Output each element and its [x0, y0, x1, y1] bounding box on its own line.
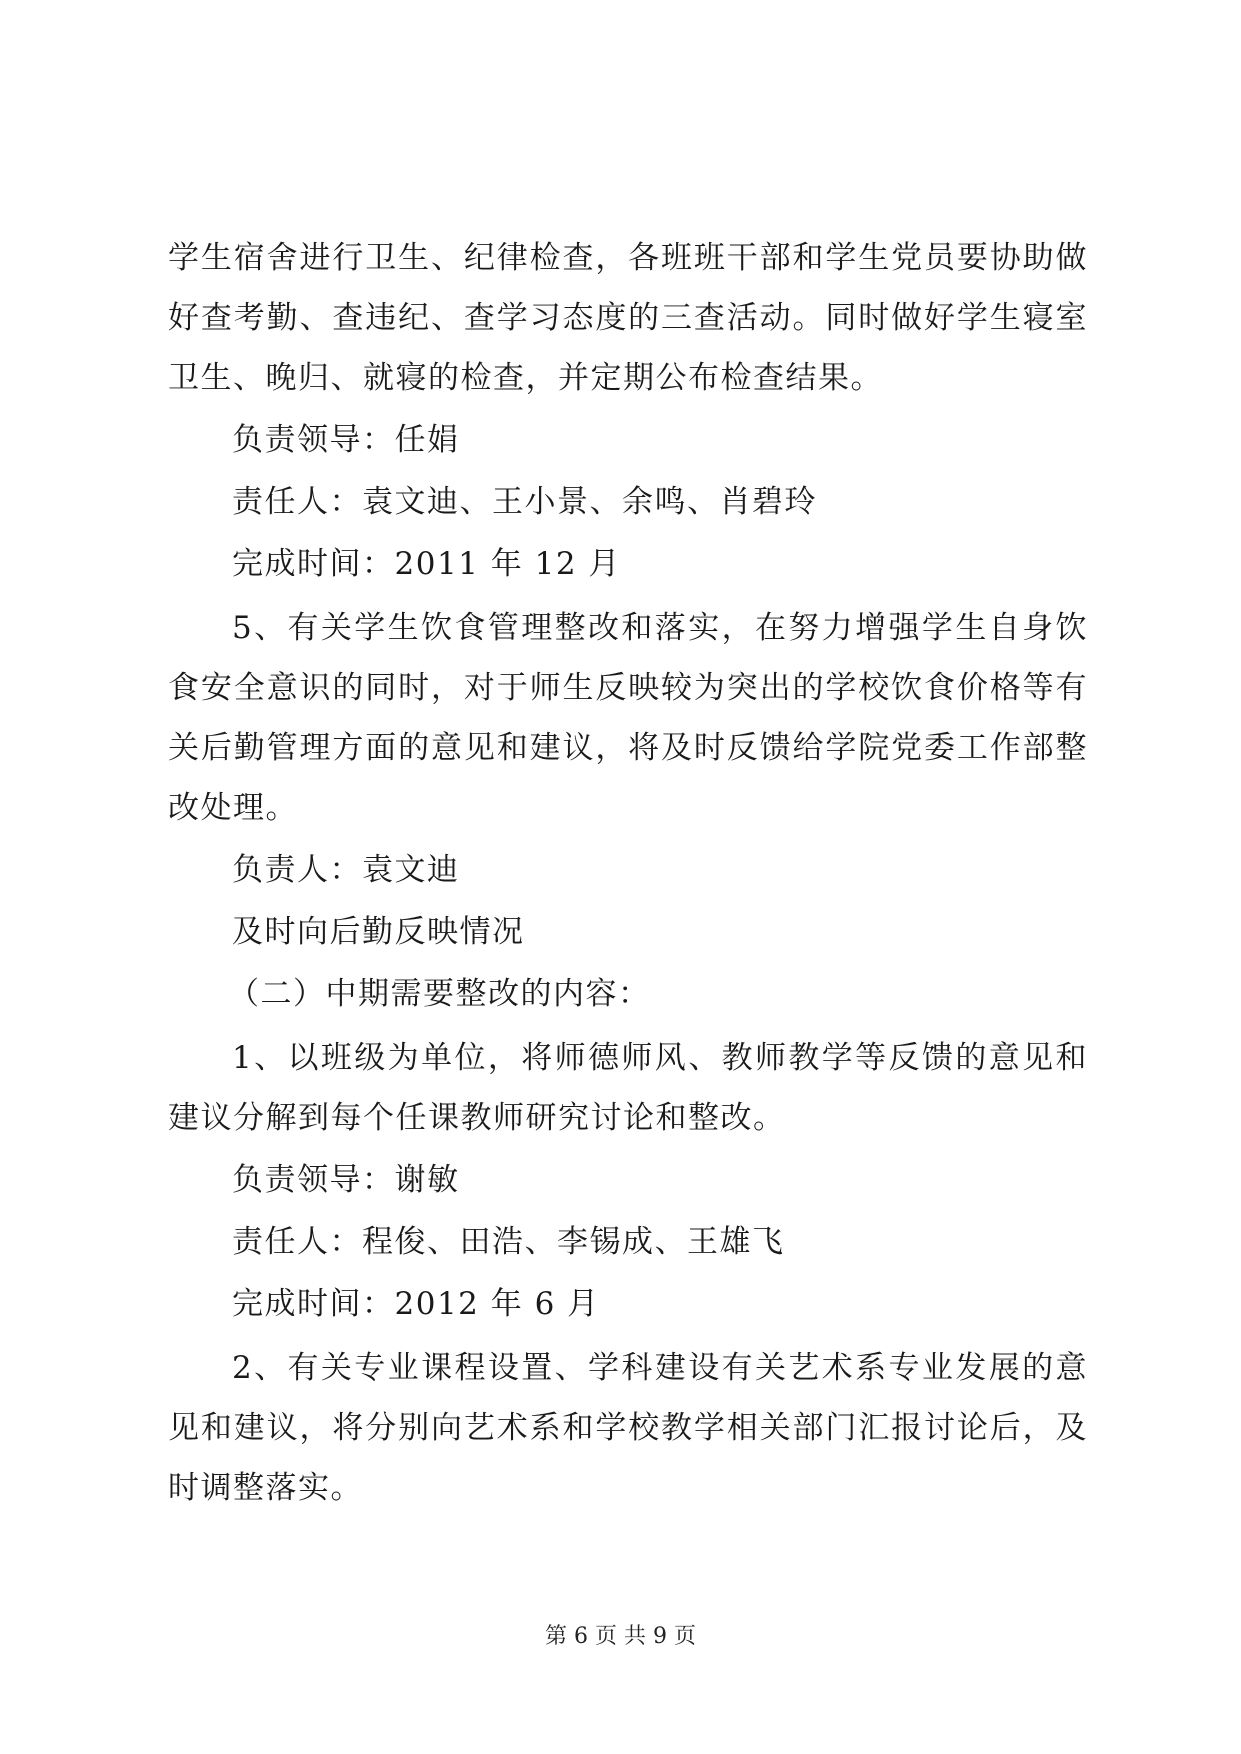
responsible-person-line: 责任人：袁文迪、王小景、余鸣、肖碧玲	[232, 484, 817, 520]
paragraph-line: 改处理。	[168, 790, 298, 826]
completion-time-line: 完成时间：2011 年 12 月	[232, 546, 621, 582]
responsible-person-line: 负责人：袁文迪	[232, 852, 460, 888]
paragraph-line: 好查考勤、查违纪、查学习态度的三查活动。同时做好学生寝室	[168, 300, 1088, 336]
paragraph-line: 卫生、晚归、就寝的检查，并定期公布检查结果。	[168, 360, 883, 396]
completion-time-line: 完成时间：2012 年 6 月	[232, 1286, 600, 1322]
item-heading-line: 1、以班级为单位，将师德师风、教师教学等反馈的意见和	[232, 1040, 1088, 1076]
page-number-footer: 第 6 页 共 9 页	[545, 1624, 696, 1649]
paragraph-line: 食安全意识的同时，对于师生反映较为突出的学校饮食价格等有	[168, 670, 1088, 706]
paragraph-line: 建议分解到每个任课教师研究讨论和整改。	[168, 1100, 786, 1136]
section-heading: （二）中期需要整改的内容：	[228, 976, 651, 1012]
paragraph-line: 见和建议，将分别向艺术系和学校教学相关部门汇报讨论后，及	[168, 1410, 1088, 1446]
paragraph-line: 时调整落实。	[168, 1470, 363, 1506]
responsible-leader-line: 负责领导：任娟	[232, 422, 460, 458]
responsible-person-line: 责任人：程俊、田浩、李锡成、王雄飞	[232, 1224, 785, 1260]
note-line: 及时向后勤反映情况	[232, 914, 525, 950]
responsible-leader-line: 负责领导：谢敏	[232, 1162, 460, 1198]
paragraph-line: 学生宿舍进行卫生、纪律检查，各班班干部和学生党员要协助做	[168, 240, 1088, 276]
paragraph-line: 关后勤管理方面的意见和建议，将及时反馈给学院党委工作部整	[168, 730, 1088, 766]
item-heading-line: 2、有关专业课程设置、学科建设有关艺术系专业发展的意	[232, 1350, 1088, 1386]
item-heading-line: 5、有关学生饮食管理整改和落实，在努力增强学生自身饮	[232, 610, 1088, 646]
